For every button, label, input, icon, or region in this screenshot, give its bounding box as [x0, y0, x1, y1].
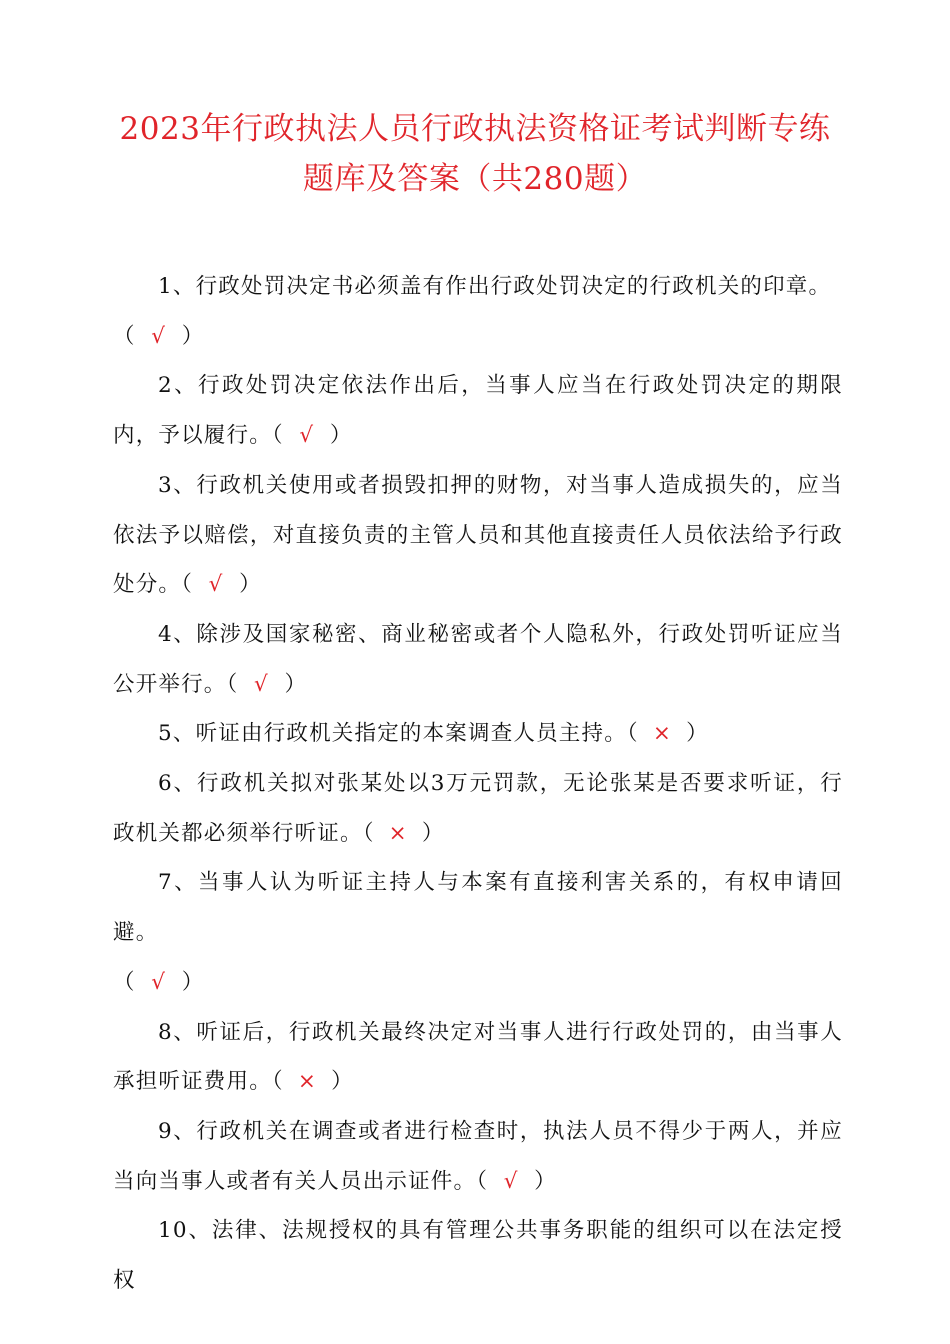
answer-open-paren: （	[226, 671, 239, 697]
question-text: 行政处罚决定书必须盖有作出行政处罚决定的行政机关的印章。	[195, 274, 832, 299]
question-number: 7、	[158, 870, 199, 896]
question-number: 10、	[158, 1218, 212, 1244]
answer-open-paren: （	[113, 323, 136, 349]
document-title-line1: 2023年行政执法人员行政执法资格证考试判断专练	[119, 111, 831, 147]
answer-line	[113, 958, 843, 1008]
question-number: 4、	[158, 621, 197, 647]
answer-open-paren: （	[271, 1069, 284, 1095]
question-number: 3、	[158, 472, 197, 498]
answer-close-paren: ）	[181, 323, 205, 349]
question-text: 行政机关拟对张某处以3万元罚款，无论张某是否要求听证，行政机关都必须举行听证。	[113, 771, 843, 846]
answer-open-paren: （	[476, 1168, 489, 1194]
question-item	[113, 610, 843, 709]
question-item	[113, 1206, 843, 1305]
answer-mark: √	[299, 423, 315, 449]
answer-close-paren: ）	[421, 820, 445, 846]
answer-open-paren: （	[626, 721, 639, 747]
question-text: 听证由行政机关指定的本案调查人员主持。	[195, 721, 627, 747]
answer-mark: ×	[297, 1069, 318, 1095]
question-text: 法律、法规授权的具有管理公共事务职能的组织可以在法定授权	[113, 1218, 844, 1294]
question-item	[113, 1008, 843, 1107]
answer-open-paren: （	[271, 423, 284, 449]
answer-close-paren: ）	[686, 721, 709, 747]
answer-mark: √	[503, 1168, 519, 1194]
question-list	[113, 262, 843, 1306]
answer-close-paren: ）	[329, 423, 353, 449]
question-text: 除涉及国家秘密、商业秘密或者个人隐私外，行政处罚听证应当公开举行。	[113, 621, 843, 697]
question-text: 听证后，行政机关最终决定对当事人进行行政处罚的，由当事人承担听证费用。	[113, 1019, 843, 1095]
answer-close-paren: ）	[331, 1069, 354, 1095]
answer-open-paren: （	[181, 572, 194, 598]
question-item	[113, 262, 843, 361]
question-item	[113, 1107, 843, 1206]
question-text: 行政处罚决定依法作出后，当事人应当在行政处罚决定的期限内，予以履行。	[113, 373, 843, 449]
question-item	[113, 461, 843, 610]
question-number: 8、	[158, 1019, 197, 1045]
answer-close-paren: ）	[181, 969, 205, 995]
document-title-line2: 题库及答案（共280题）	[302, 161, 648, 197]
answer-mark: √	[254, 671, 269, 697]
question-number: 5、	[158, 721, 196, 747]
answer-line	[113, 312, 843, 362]
answer-close-paren: ）	[239, 572, 262, 598]
question-text: 行政机关在调查或者进行检查时，执法人员不得少于两人，并应当向当事人或者有关人员出示证件。	[113, 1118, 843, 1194]
question-item	[113, 858, 843, 1007]
answer-open-paren: （	[113, 969, 136, 995]
question-number: 2、	[158, 373, 199, 399]
answer-open-paren: （	[362, 820, 375, 846]
question-item	[113, 709, 843, 759]
answer-mark: √	[151, 323, 167, 349]
answer-mark: ×	[652, 721, 673, 747]
answer-close-paren: ）	[534, 1168, 557, 1194]
question-item	[113, 361, 843, 460]
question-number: 9、	[158, 1118, 197, 1144]
question-text: 当事人认为听证主持人与本案有直接利害关系的，有权申请回避。	[113, 870, 843, 946]
answer-mark: √	[208, 572, 224, 598]
question-text: 行政机关使用或者损毁扣押的财物，对当事人造成损失的，应当依法予以赔偿，对直接负责的主管人员和其他直接责任人员依法给予行政处分。	[113, 472, 843, 598]
answer-mark: ×	[388, 820, 408, 846]
answer-mark: √	[151, 969, 167, 995]
answer-close-paren: ）	[284, 671, 308, 697]
question-item	[113, 759, 843, 858]
question-number: 1、	[158, 274, 196, 299]
question-number: 6、	[158, 771, 197, 797]
